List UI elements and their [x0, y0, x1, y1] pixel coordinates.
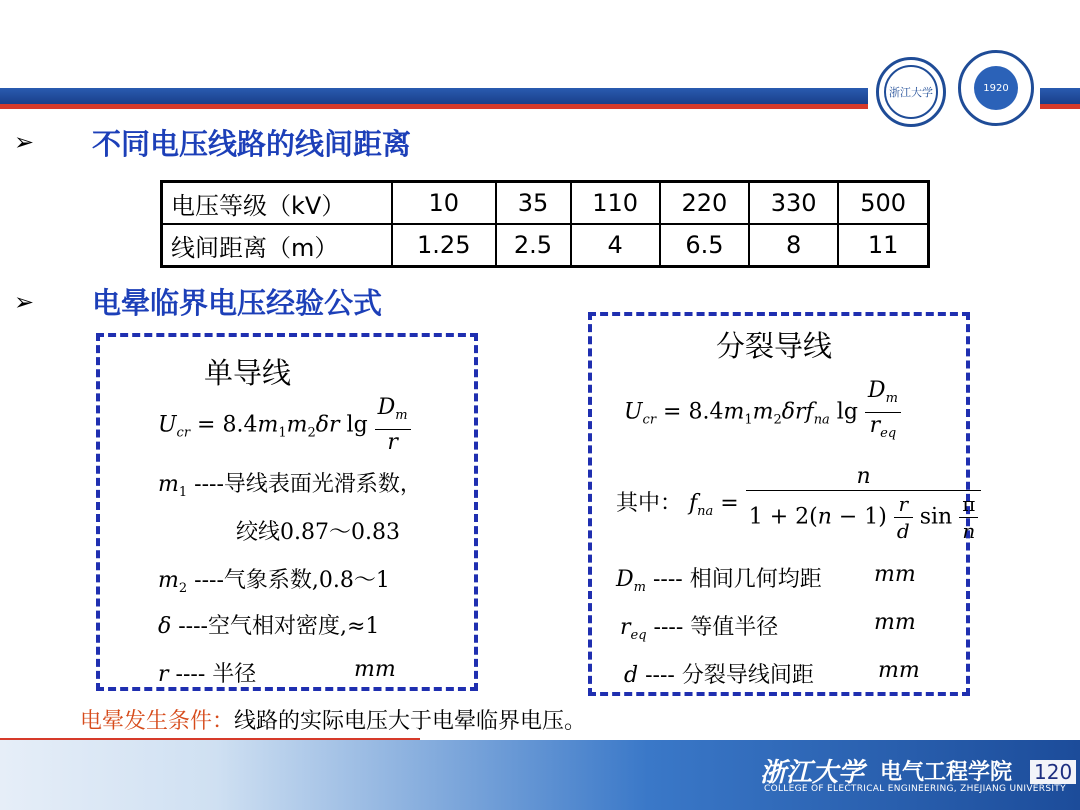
d-line: d ---- 分裂导线间距: [624, 663, 814, 688]
m1-line: $m_1$ ----导线表面光滑系数，: [158, 472, 422, 500]
where-label: 其中：: [616, 491, 683, 516]
single-formula: $U_{cr} = 8.4m_1m_2\delta r$ lg $\frac{D_m}{r}$: [158, 395, 411, 456]
line-distance-table: [160, 180, 930, 268]
zju-logo-text: 浙江大学: [884, 65, 938, 119]
r-unit: mm: [354, 657, 396, 682]
section-title-line-distance: 不同电压线路的线间距离: [92, 127, 412, 161]
table-cell: 11: [838, 224, 928, 267]
bullet-icon: ➢: [14, 128, 35, 156]
page-number: 120: [1030, 760, 1076, 784]
d-unit: mm: [878, 658, 920, 683]
table-cell: 6.5: [660, 224, 749, 267]
header-stripe-blue-right: [1040, 88, 1080, 104]
m2-line: $m_2$ ----气象系数,0.8～1: [158, 568, 390, 596]
header-stripe-blue: [0, 88, 868, 104]
college-logo-text: 1920: [974, 66, 1018, 110]
m2-desc: 气象系数,0.8～1: [223, 568, 390, 593]
table-cell: 2.5: [496, 224, 571, 267]
header-stripe-red: [0, 104, 868, 109]
bullet-icon: ➢: [14, 288, 35, 316]
m1-range: 绞线0.87～0.83: [236, 520, 400, 545]
delta-desc: 空气相对密度,≈1: [207, 614, 380, 639]
fna-formula: 其中： $f_{na}$ = n 1 + 2(n − 1) $\frac{r}{d}$ sin $\frac{\pi}{n}$: [616, 464, 981, 544]
req-line: $r_{eq}$ ---- 等值半径: [620, 615, 779, 643]
table-cell: 35: [496, 182, 571, 225]
zju-logo: [876, 57, 946, 127]
college-logo: [958, 50, 1034, 126]
dm-line: $D_m$ ---- 相间几何均距: [616, 567, 822, 595]
corona-condition: [80, 704, 586, 735]
bundled-formula: $U_{cr} = 8.4m_1m_2\delta rf_{na}$ lg $\frac{D_m}{r_{eq}}$: [624, 378, 901, 447]
table-cell: 330: [749, 182, 838, 225]
m1-desc: 导线表面光滑系数，: [223, 472, 422, 497]
req-unit: mm: [874, 610, 916, 635]
r-desc: 半径: [212, 662, 257, 687]
footer-school-name: 浙江大学: [760, 758, 865, 788]
footer-department: 电气工程学院: [880, 760, 1013, 785]
dm-unit: mm: [874, 562, 916, 587]
table-cell: 110: [571, 182, 660, 225]
d-desc: 分裂导线间距: [681, 663, 814, 688]
table-cell: 4: [571, 224, 660, 267]
condition-text: 线路的实际电压大于电晕临界电压。: [234, 709, 587, 734]
footer-school-english: COLLEGE OF ELECTRICAL ENGINEERING, ZHEJIANG UNIVERSITY: [764, 784, 1066, 794]
table-cell: 10: [392, 182, 496, 225]
delta-line: δ ----空气相对密度,≈1: [158, 614, 380, 639]
single-conductor-box: [96, 333, 478, 691]
condition-label: 电晕发生条件：: [80, 709, 235, 734]
header-stripe-red-right: [1040, 104, 1080, 109]
table-cell: 8: [749, 224, 838, 267]
single-conductor-title: 单导线: [204, 356, 292, 390]
table-cell: 电压等级（kV）: [162, 182, 393, 225]
table-row: [162, 182, 929, 225]
section-title-corona: 电晕临界电压经验公式: [92, 286, 383, 320]
dm-desc: 相间几何均距: [689, 567, 822, 592]
table-cell: 220: [660, 182, 749, 225]
table-cell: 500: [838, 182, 928, 225]
table-cell: 1.25: [392, 224, 496, 267]
bundled-conductor-box: [588, 312, 976, 696]
req-desc: 等值半径: [690, 615, 779, 640]
table-row: [162, 224, 929, 267]
table-cell: 线间距离（m）: [162, 224, 393, 267]
r-line: r ---- 半径: [158, 662, 257, 687]
bundled-conductor-title: 分裂导线: [716, 329, 833, 363]
